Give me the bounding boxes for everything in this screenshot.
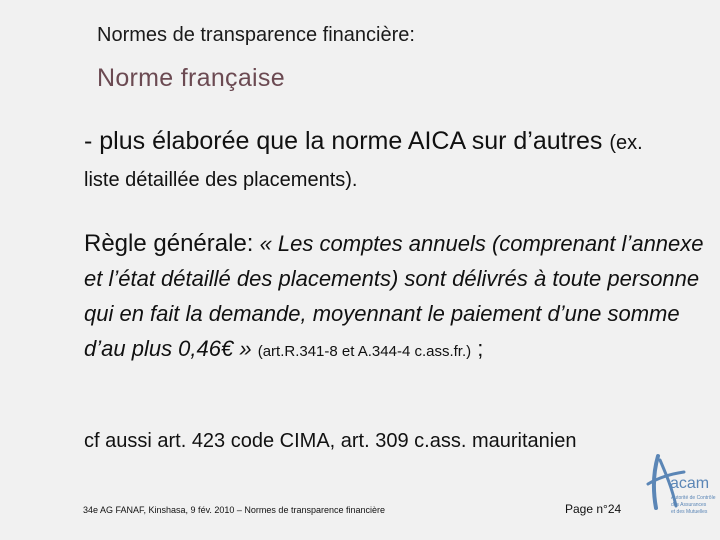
acam-logo-mark bbox=[644, 450, 716, 520]
paragraph-1-note: (ex. liste détaillée des placements). bbox=[84, 132, 643, 191]
paragraph-2-quote: « Les comptes annuels (comprenant l’annexe et l’état détaillé des placements) sont délivrés à toute personne qui en fait la demande, moyennant le paiement d’une somme d’au plus 0,46€ » bbox=[84, 231, 704, 361]
footer-left: 34e AG FANAF, Kinshasa, 9 fév. 2010 – Normes de transparence financière bbox=[83, 505, 386, 515]
paragraph-3: cf aussi art. 423 code CIMA, art. 309 c.ass. mauritanien bbox=[84, 430, 577, 452]
slide-subtitle: Normes de transparence financière: bbox=[97, 24, 415, 46]
svg-text:des Assurances: des Assurances bbox=[671, 502, 707, 508]
paragraph-1 bbox=[84, 124, 644, 198]
paragraph-2-lead: Règle générale: bbox=[84, 230, 254, 257]
svg-text:Autorité de Contrôle: Autorité de Contrôle bbox=[671, 495, 716, 501]
acam-logo bbox=[644, 450, 716, 520]
page-number: Page n°24 bbox=[565, 502, 622, 516]
paragraph-1-main: - plus élaborée que la norme AICA sur d’autres bbox=[84, 127, 603, 155]
slide-title: Norme française bbox=[97, 64, 285, 92]
paragraph-2-end: ; bbox=[477, 336, 484, 361]
logo-wordmark: acam bbox=[670, 475, 710, 492]
paragraph-2-reference: (art.R.341-8 et A.344-4 c.ass.fr.) bbox=[257, 343, 472, 360]
paragraph-2 bbox=[84, 226, 709, 369]
svg-text:et des Mutuelles: et des Mutuelles bbox=[671, 509, 708, 515]
